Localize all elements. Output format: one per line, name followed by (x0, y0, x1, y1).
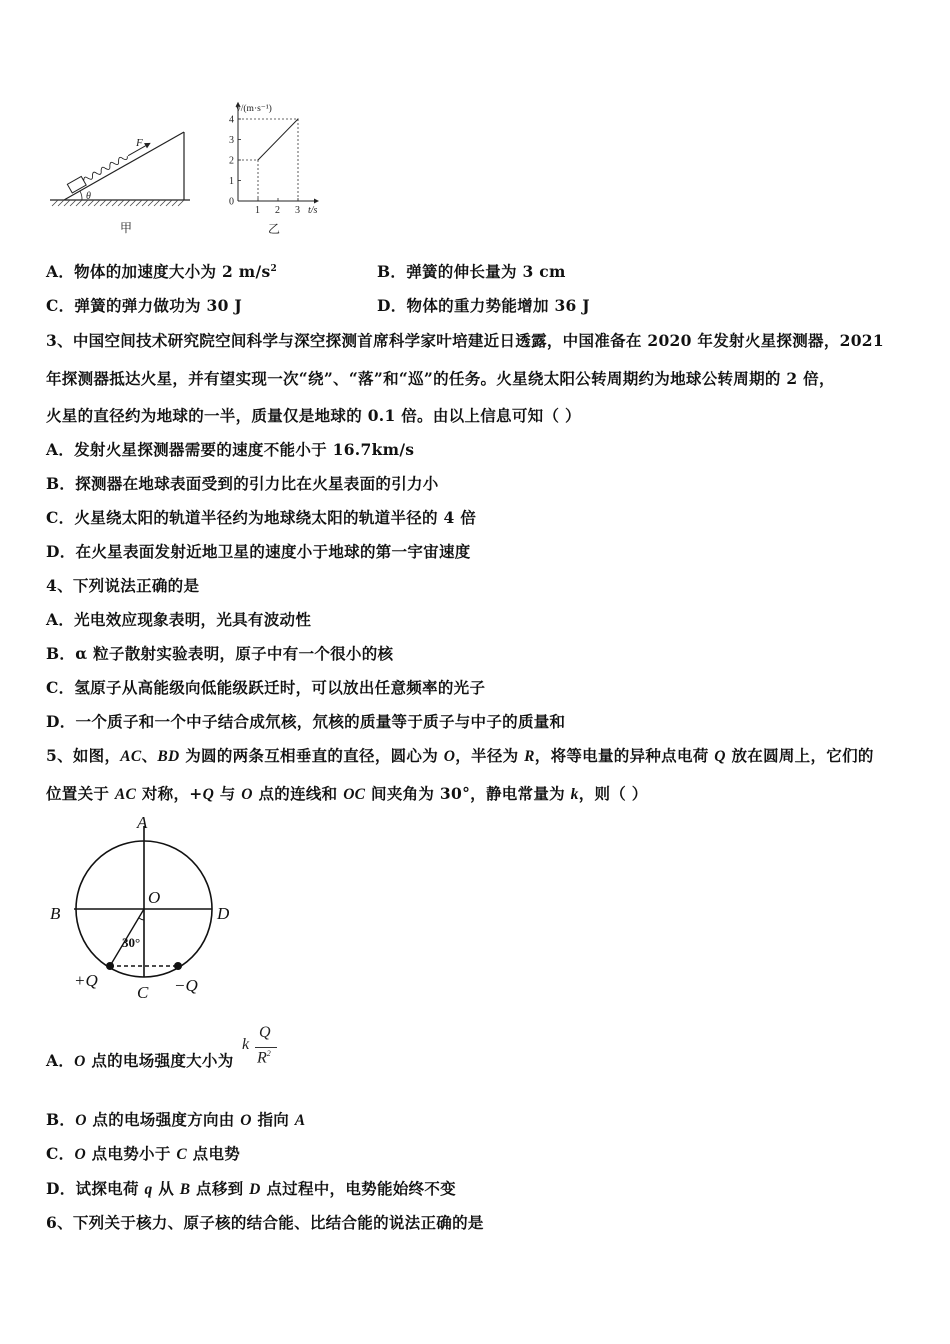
vt-x-tick-label: 1 (255, 205, 260, 216)
q3-stem-line2: 年探测器抵达火星，并有望实现一次“绕”、“落”和“巡”的任务。火星绕太阳公转周期约为地球公转周期的 2 倍， (46, 369, 835, 388)
q2-option-d: D．物体的重力势能增加 36 J (377, 296, 590, 315)
q5-option-d: D．试探电荷 q 从 B 点移到 D 点过程中，电势能始终不变 (46, 1179, 456, 1198)
vt-x-tick-label: 2 (275, 205, 280, 216)
q2-option-c: C．弹簧的弹力做功为 30 J (46, 296, 243, 315)
label-minus-q: −Q (174, 976, 198, 995)
vt-x-tick-label: 3 (295, 205, 300, 216)
q4-stem: 4、下列说法正确的是 (46, 576, 200, 595)
vt-y-tick-label: 4 (229, 114, 234, 126)
q5-option-a: A．O 点的电场强度大小为 (46, 1051, 234, 1070)
vt-data-point (297, 118, 298, 119)
vt-series-line (258, 119, 298, 160)
q5-stem-line1: 5、如图，AC、BD 为圆的两条互相垂直的直径，圆心为 O，半径为 R，将等电量的异种点电荷 Q 放在圆周上，它们的 (46, 746, 874, 765)
vt-x-arrow (314, 199, 319, 204)
vt-y-tick-label: 2 (229, 155, 234, 167)
vt-y-tick-label: 1 (229, 176, 234, 187)
q2-option-a: A．物体的加速度大小为 2 $m/s^2$ (46, 262, 278, 281)
formula-numerator: Q (259, 1024, 271, 1041)
caption-jia: 甲 (120, 221, 133, 235)
label-plus-q: +Q (74, 971, 98, 990)
formula-fraction-bar (255, 1047, 277, 1048)
q4-option-b: B．α 粒子散射实验表明，原子中有一个很小的核 (46, 644, 394, 663)
label-angle: 30° (122, 935, 141, 950)
q3-stem-line1: 3、中国空间技术研究院空间科学与深空探测首席科学家叶培建近日透露，中国准备在 2020 年发射火星探测器，2021 (46, 331, 884, 350)
vt-graph (222, 98, 332, 240)
q3-option-b: B．探测器在地球表面受到的引力比在火星表面的引力小 (46, 474, 439, 493)
vt-y-tick-label: 3 (229, 135, 234, 146)
caption-yi: 乙 (268, 222, 281, 236)
figure-incline (44, 120, 204, 242)
vt-x-axis-label: t/s (308, 205, 318, 216)
q5-stem-line2: 位置关于 AC 对称，+Q 与 O 点的连线和 OC 间夹角为 30°，静电常量为 k，则（ ） (46, 784, 648, 803)
vt-y-axis-label: v/(m·s⁻¹) (236, 104, 272, 114)
q4-option-a: A．光电效应现象表明，光具有波动性 (46, 610, 312, 629)
q3-option-a: A．发射火星探测器需要的速度不能小于 16.7km/s (46, 440, 415, 459)
q4-option-d: D．一个质子和一个中子结合成氘核，氘核的质量等于质子与中子的质量和 (46, 712, 566, 731)
vt-data-point (257, 159, 258, 160)
label-a: A (137, 813, 148, 832)
label-d: D (217, 904, 230, 923)
q2-option-b: B．弹簧的伸长量为 3 cm (377, 262, 566, 281)
label-o: O (148, 888, 161, 907)
q5-option-a-formula (242, 1024, 282, 1074)
q5-option-b: B．O 点的电场强度方向由 O 指向 A (46, 1110, 306, 1129)
positive-charge (106, 962, 114, 970)
q4-option-c: C．氢原子从高能级向低能级跃迁时，可以放出任意频率的光子 (46, 678, 486, 697)
label-c: C (137, 983, 149, 1002)
negative-charge (174, 962, 182, 970)
label-b: B (50, 904, 61, 923)
angle-label: θ (86, 191, 91, 202)
force-label: F (136, 137, 143, 149)
q3-stem-line3: 火星的直径约为地球的一半，质量仅是地球的 0.1 倍。由以上信息可知（ ） (46, 406, 581, 425)
q3-option-d: D．在火星表面发射近地卫星的速度小于地球的第一宇宙速度 (46, 542, 471, 561)
q5-option-c: C．O 点电势小于 C 点电势 (46, 1144, 241, 1163)
formula-denominator: $R^2$ (257, 1049, 271, 1067)
vt-y-tick-label: 0 (229, 196, 234, 208)
formula-k: k (242, 1036, 250, 1053)
q3-option-c: C．火星绕太阳的轨道半径约为地球绕太阳的轨道半径的 4 倍 (46, 508, 477, 527)
q6-stem: 6、下列关于核力、原子核的结合能、比结合能的说法正确的是 (46, 1213, 484, 1232)
figure-circle (40, 806, 250, 1006)
